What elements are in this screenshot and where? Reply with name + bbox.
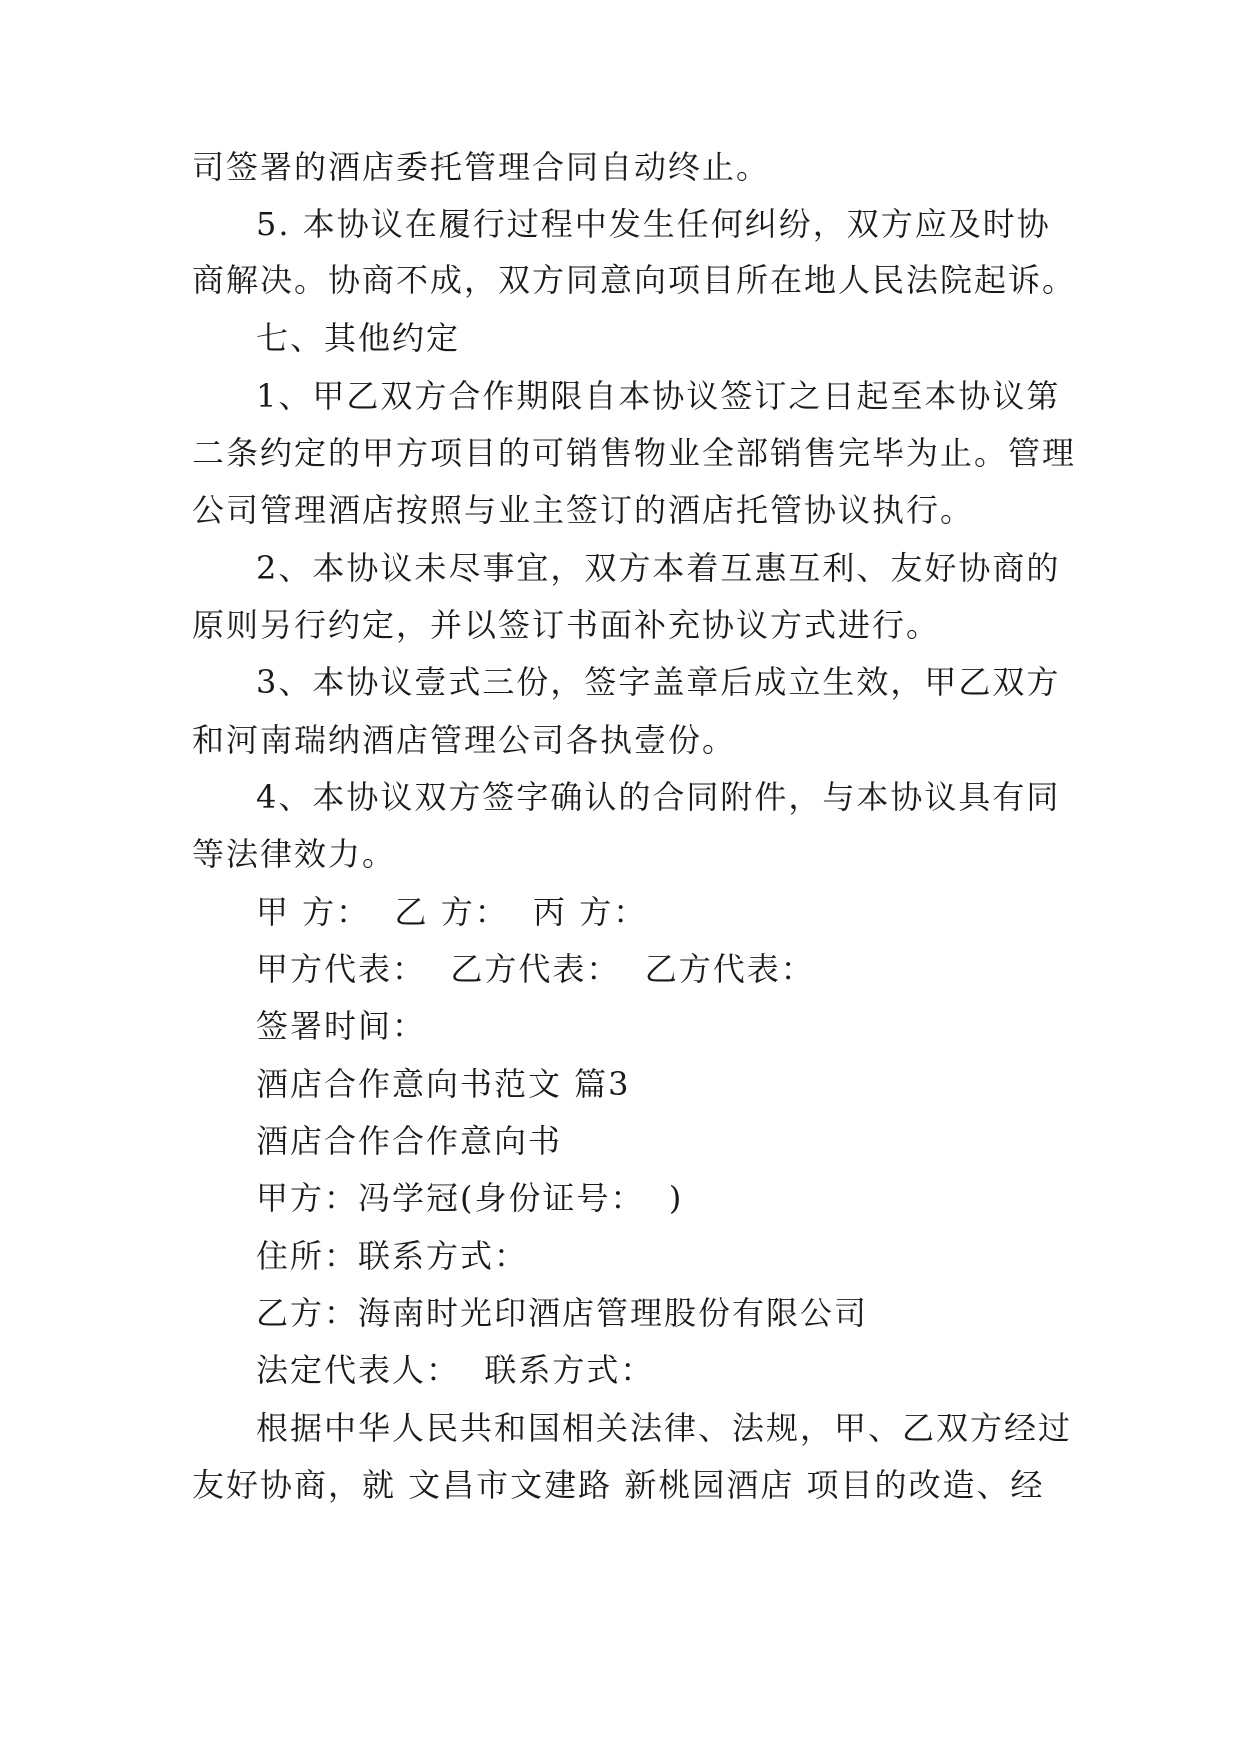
text-line: 等法律效力。: [192, 835, 397, 873]
section-heading: 七、其他约定: [256, 319, 461, 357]
text-line: 1、甲乙双方合作期限自本协议签订之日起至本协议第: [256, 377, 1061, 415]
text-line: 3、本协议壹式三份，签字盖章后成立生效，甲乙双方: [256, 663, 1061, 701]
party-b-line: 乙方：海南时光印酒店管理股份有限公司: [256, 1294, 869, 1332]
text-line: 和河南瑞纳酒店管理公司各执壹份。: [192, 721, 737, 759]
text-line: 5. 本协议在履行过程中发生任何纠纷，双方应及时协: [256, 205, 1051, 243]
text-line: 商解决。协商不成，双方同意向项目所在地人民法院起诉。: [192, 261, 1077, 299]
signature-representatives: 甲方代表： 乙方代表： 乙方代表：: [256, 950, 815, 988]
text-line: 公司管理酒店按照与业主签订的酒店托管协议执行。: [192, 491, 975, 529]
text-line: 4、本协议双方签字确认的合同附件，与本协议具有同: [256, 778, 1061, 816]
legal-rep-line: 法定代表人： 联系方式：: [256, 1351, 655, 1389]
text-line: 二条约定的甲方项目的可销售物业全部销售完毕为止。管理: [192, 434, 1077, 472]
text-line: 根据中华人民共和国相关法律、法规，甲、乙双方经过: [256, 1409, 1073, 1447]
text-line: 原则另行约定，并以签订书面补充协议方式进行。: [192, 606, 941, 644]
address-line: 住所：联系方式：: [256, 1237, 529, 1275]
document-title: 酒店合作合作意向书: [256, 1122, 563, 1160]
signature-parties: 甲 方： 乙 方： 丙 方：: [256, 893, 648, 931]
article-title: 酒店合作意向书范文 篇3: [256, 1065, 631, 1103]
text-line: 友好协商，就 文昌市文建路 新桃园酒店 项目的改造、经: [192, 1466, 1045, 1504]
text-line: 2、本协议未尽事宜，双方本着互惠互利、友好协商的: [256, 549, 1061, 587]
text-line: 司签署的酒店委托管理合同自动终止。: [192, 148, 771, 186]
party-a-line: 甲方：冯学冠(身份证号： ): [256, 1179, 684, 1217]
signature-date: 签署时间：: [256, 1007, 427, 1045]
